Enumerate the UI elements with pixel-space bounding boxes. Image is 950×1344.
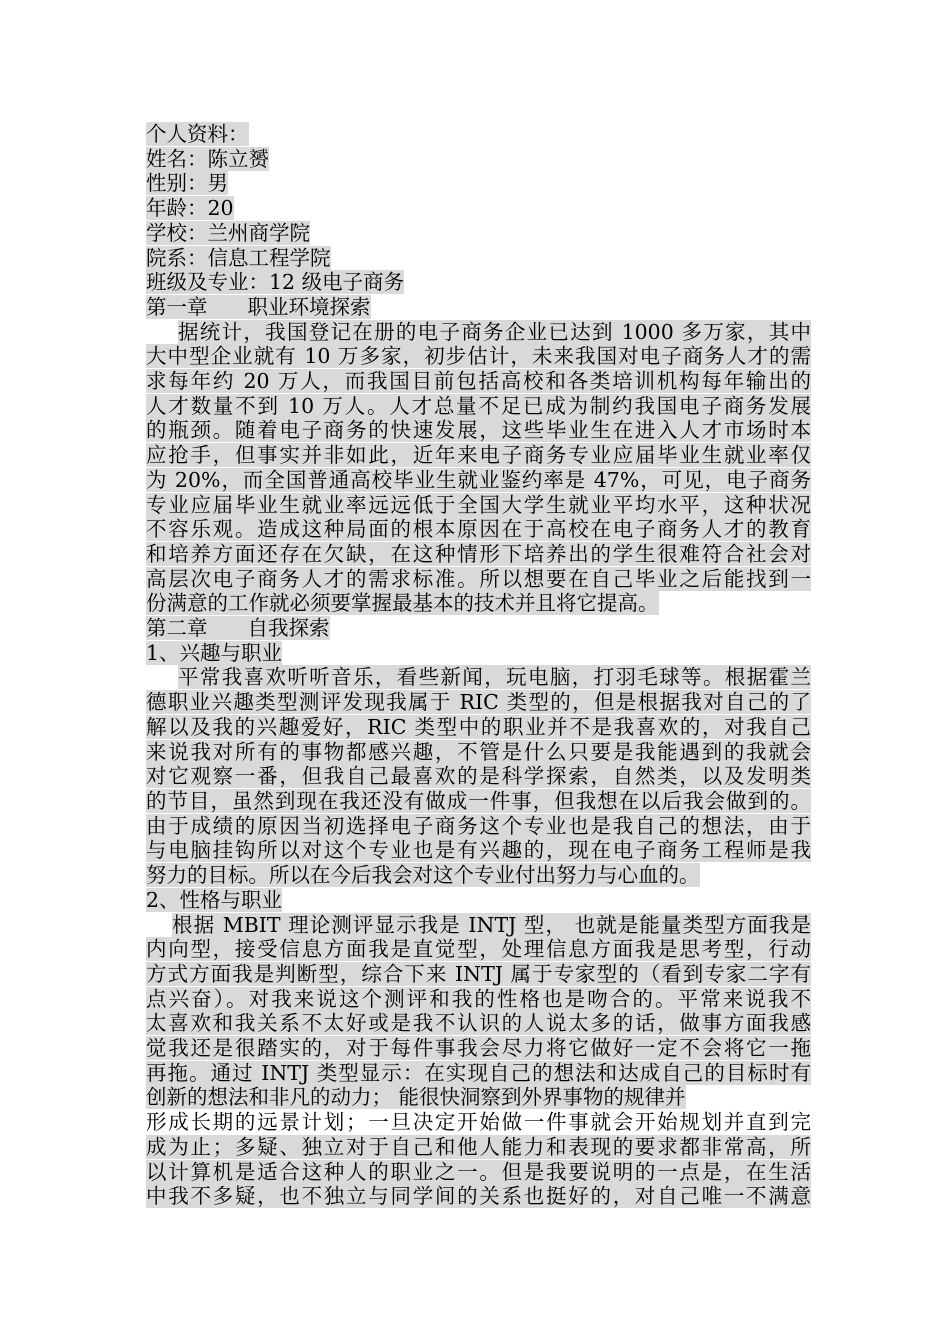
paragraph-line: 的瓶颈。随着电子商务的快速发展，这些毕业生在进入人才市场时本 xyxy=(146,418,811,443)
paragraph-line: 创新的想法和非凡的动力； 能很快洞察到外界事物的规律并 xyxy=(146,1085,686,1110)
profile-heading: 个人资料： xyxy=(146,122,249,146)
paragraph-line: 方式方面我是判断型，综合下来 INTJ 属于专家型的（看到专家二字有 xyxy=(146,961,811,986)
paragraph-line: 太喜欢和我关系不太好或是我不认识的人说太多的话，做事方面我感 xyxy=(146,1011,811,1036)
paragraph-line: 对它观察一番，但我自己最喜欢的是科学探索，自然类，以及发明类 xyxy=(146,764,811,789)
paragraph-line: 人才数量不到 10 万人。人才总量不足已成为制约我国电子商务发展 xyxy=(146,393,811,418)
paragraph-line: 为 20%，而全国普通高校毕业生就业鉴约率是 47%，可见，电子商务 xyxy=(146,467,811,492)
chapter2-heading xyxy=(146,616,811,641)
paragraph-line: 应抢手，但事实并非如此，近年来电子商务专业应届毕业生就业率仅 xyxy=(146,443,811,468)
paragraph-line: 成为止；多疑、独立对于自己和他人能力和表现的要求都非常高，所 xyxy=(146,1134,811,1159)
paragraph-line: 根据 MBIT 理论测评显示我是 INTJ 型， 也就是能量类型方面我是 xyxy=(172,912,811,937)
section2-paragraph xyxy=(146,913,811,1209)
chapter2-title: 自我探索 xyxy=(247,616,330,641)
paragraph-line: 来说我对所有的事物都感兴趣，不管是什么只要是我能遇到的我就会 xyxy=(146,739,811,764)
profile-gender: 性别：男 xyxy=(146,171,228,196)
paragraph-line: 努力的目标。所以在今后我会对这个专业付出努力与心血的。 xyxy=(146,863,700,888)
paragraph-line: 的节目，虽然到现在我还没有做成一件事，但我想在以后我会做到的。 xyxy=(146,788,811,813)
profile-school: 学校：兰州商学院 xyxy=(146,220,310,245)
paragraph-line: 大中型企业就有 10 万多家，初步估计，未来我国对电子商务人才的需 xyxy=(146,344,811,369)
document-body xyxy=(146,122,811,1209)
paragraph-line: 不容乐观。造成这种局面的根本原因在于高校在电子商务人才的教育 xyxy=(146,517,811,542)
section2-title: 2、性格与职业 xyxy=(146,887,283,912)
paragraph-line: 由于成绩的原因当初选择电子商务这个专业也是我自己的想法，由于 xyxy=(146,813,811,838)
chapter2-number: 第二章 xyxy=(146,616,208,641)
section1-title: 1、兴趣与职业 xyxy=(146,640,283,665)
profile-name: 姓名：陈立赟 xyxy=(146,146,269,171)
paragraph-line: 据统计，我国登记在册的电子商务企业已达到 1000 多万家，其中 xyxy=(178,319,811,344)
paragraph-line: 和培养方面还存在欠缺，在这种情形下培养出的学生很难符合社会对 xyxy=(146,541,811,566)
chapter1-title: 职业环境探索 xyxy=(247,294,371,319)
paragraph-line: 德职业兴趣类型测评发现我属于 RIC 类型的，但是根据我对自己的了 xyxy=(146,690,811,715)
chapter1-paragraph xyxy=(146,320,811,616)
paragraph-line: 解以及我的兴趣爱好，RIC 类型中的职业并不是我喜欢的，对我自己 xyxy=(146,714,811,739)
paragraph-line: 求每年约 20 万人，而我国目前包括高校和各类培训机构每年输出的 xyxy=(146,369,811,394)
paragraph-line: 中我不多疑，也不独立与同学间的关系也挺好的，对自己唯一不满意 xyxy=(146,1184,811,1209)
paragraph-line: 点兴奋）。对我来说这个测评和我的性格也是吻合的。平常来说我不 xyxy=(146,986,811,1011)
paragraph-line: 与电脑挂钩所以对这个专业也是有兴趣的，现在电子商务工程师是我 xyxy=(146,838,811,863)
chapter1-heading xyxy=(146,295,811,320)
paragraph-line: 觉我还是很踏实的，对于每件事我会尽力将它做好一定不会将它一拖 xyxy=(146,1036,811,1061)
profile-class-major: 班级及专业：12 级电子商务 xyxy=(146,270,405,295)
profile-department: 院系：信息工程学院 xyxy=(146,245,331,270)
paragraph-line: 再拖。通过 INTJ 类型显示：在实现自己的想法和达成自己的目标时有 xyxy=(146,1060,811,1085)
paragraph-line: 平常我喜欢听听音乐，看些新闻，玩电脑，打羽毛球等。根据霍兰 xyxy=(178,665,811,690)
paragraph-line: 份满意的工作就必须要掌握最基本的技术并且将它提高。 xyxy=(146,591,659,616)
profile-age: 年龄：20 xyxy=(146,196,234,221)
section1-paragraph xyxy=(146,665,811,887)
paragraph-line: 专业应届毕业生就业率远远低于全国大学生就业平均水平，这种状况 xyxy=(146,492,811,517)
chapter1-number: 第一章 xyxy=(146,294,208,319)
paragraph-line: 高层次电子商务人才的需求标准。所以想要在自己毕业之后能找到一 xyxy=(146,566,811,591)
paragraph-line: 形成长期的远景计划；一旦决定开始做一件事就会开始规划并直到完 xyxy=(146,1110,811,1135)
paragraph-line: 以计算机是适合这种人的职业之一。但是我要说明的一点是，在生活 xyxy=(146,1159,811,1184)
paragraph-line: 内向型，接受信息方面我是直觉型，处理信息方面我是思考型，行动 xyxy=(146,937,811,962)
